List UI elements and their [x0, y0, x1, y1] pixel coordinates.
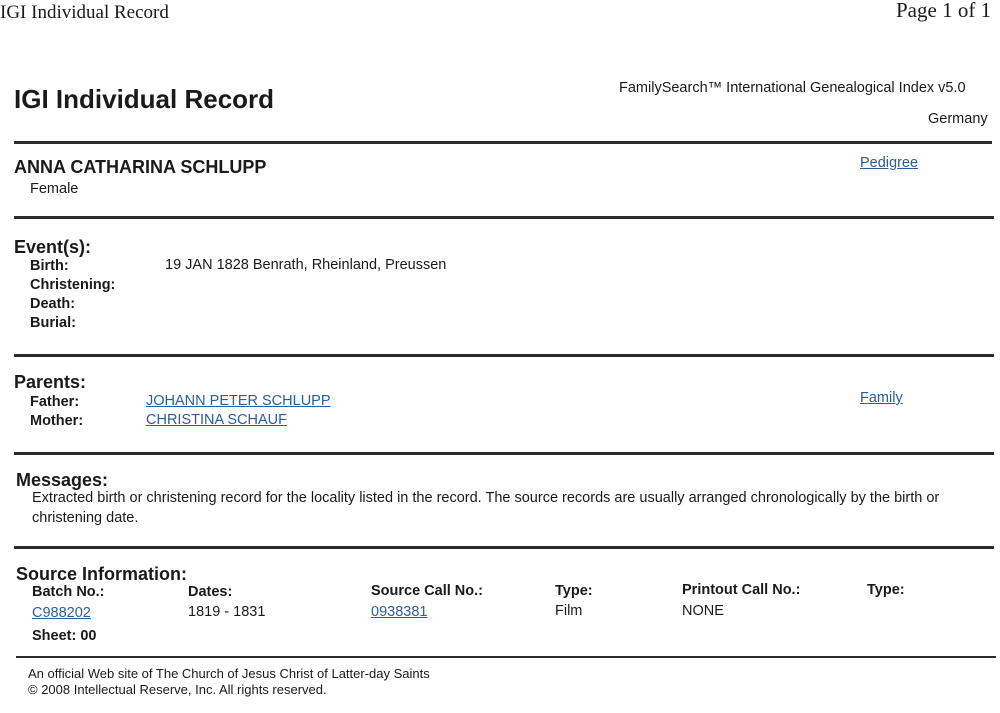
mother-name-link[interactable]: CHRISTINA SCHAUF — [146, 412, 287, 428]
messages-text: Extracted birth or christening record for the locality listed in the record. The source records are usually arranged chronologically by the birth or christening date. — [32, 490, 940, 526]
page-title: IGI Individual Record — [14, 84, 275, 114]
source-call-label: Source Call No.: — [371, 583, 483, 599]
type2-label: Type: — [867, 582, 905, 598]
mother-label: Mother: — [30, 413, 84, 429]
family-link[interactable]: Family — [860, 390, 903, 406]
birth-value: 19 JAN 1828 Benrath, Rheinland, Preussen — [165, 257, 447, 273]
christening-label: Christening: — [30, 277, 116, 293]
messages-heading: Messages: — [16, 470, 109, 490]
dates-label: Dates: — [188, 584, 233, 600]
sheet-label: Sheet: 00 — [32, 628, 97, 644]
batch-label: Batch No.: — [32, 584, 105, 600]
person-sex: Female — [30, 181, 79, 197]
print-header-title: IGI Individual Record — [0, 2, 169, 23]
divider — [14, 216, 994, 219]
printout-call-label: Printout Call No.: — [682, 582, 801, 598]
death-label: Death: — [30, 296, 76, 312]
divider — [14, 546, 994, 549]
footer-official-site: An official Web site of The Church of Jesus Christ of Latter-day Saints — [28, 666, 430, 681]
divider — [14, 141, 992, 144]
person-name: ANNA CATHARINA SCHLUPP — [14, 157, 267, 177]
print-header-page-number: Page 1 of 1 — [896, 0, 992, 22]
birth-label: Birth: — [30, 258, 69, 274]
divider — [14, 354, 994, 357]
dates-value: 1819 - 1831 — [188, 604, 266, 620]
type-label: Type: — [555, 583, 593, 599]
events-heading: Event(s): — [14, 237, 92, 257]
record-country: Germany — [928, 111, 988, 127]
burial-label: Burial: — [30, 315, 76, 331]
father-label: Father: — [30, 394, 80, 410]
divider — [14, 452, 994, 455]
index-version: FamilySearch™ International Genealogical Index v5.0 — [619, 80, 966, 96]
batch-number-link[interactable]: C988202 — [32, 605, 91, 621]
divider — [16, 656, 996, 658]
printout-call-value: NONE — [682, 603, 724, 619]
type-value: Film — [555, 603, 583, 619]
pedigree-link[interactable]: Pedigree — [860, 155, 919, 171]
source-heading: Source Information: — [16, 564, 188, 584]
father-name-link[interactable]: JOHANN PETER SCHLUPP — [146, 393, 331, 409]
source-call-number-link[interactable]: 0938381 — [371, 604, 428, 620]
parents-heading: Parents: — [14, 372, 87, 392]
footer-copyright: © 2008 Intellectual Reserve, Inc. All rights reserved. — [28, 682, 327, 697]
